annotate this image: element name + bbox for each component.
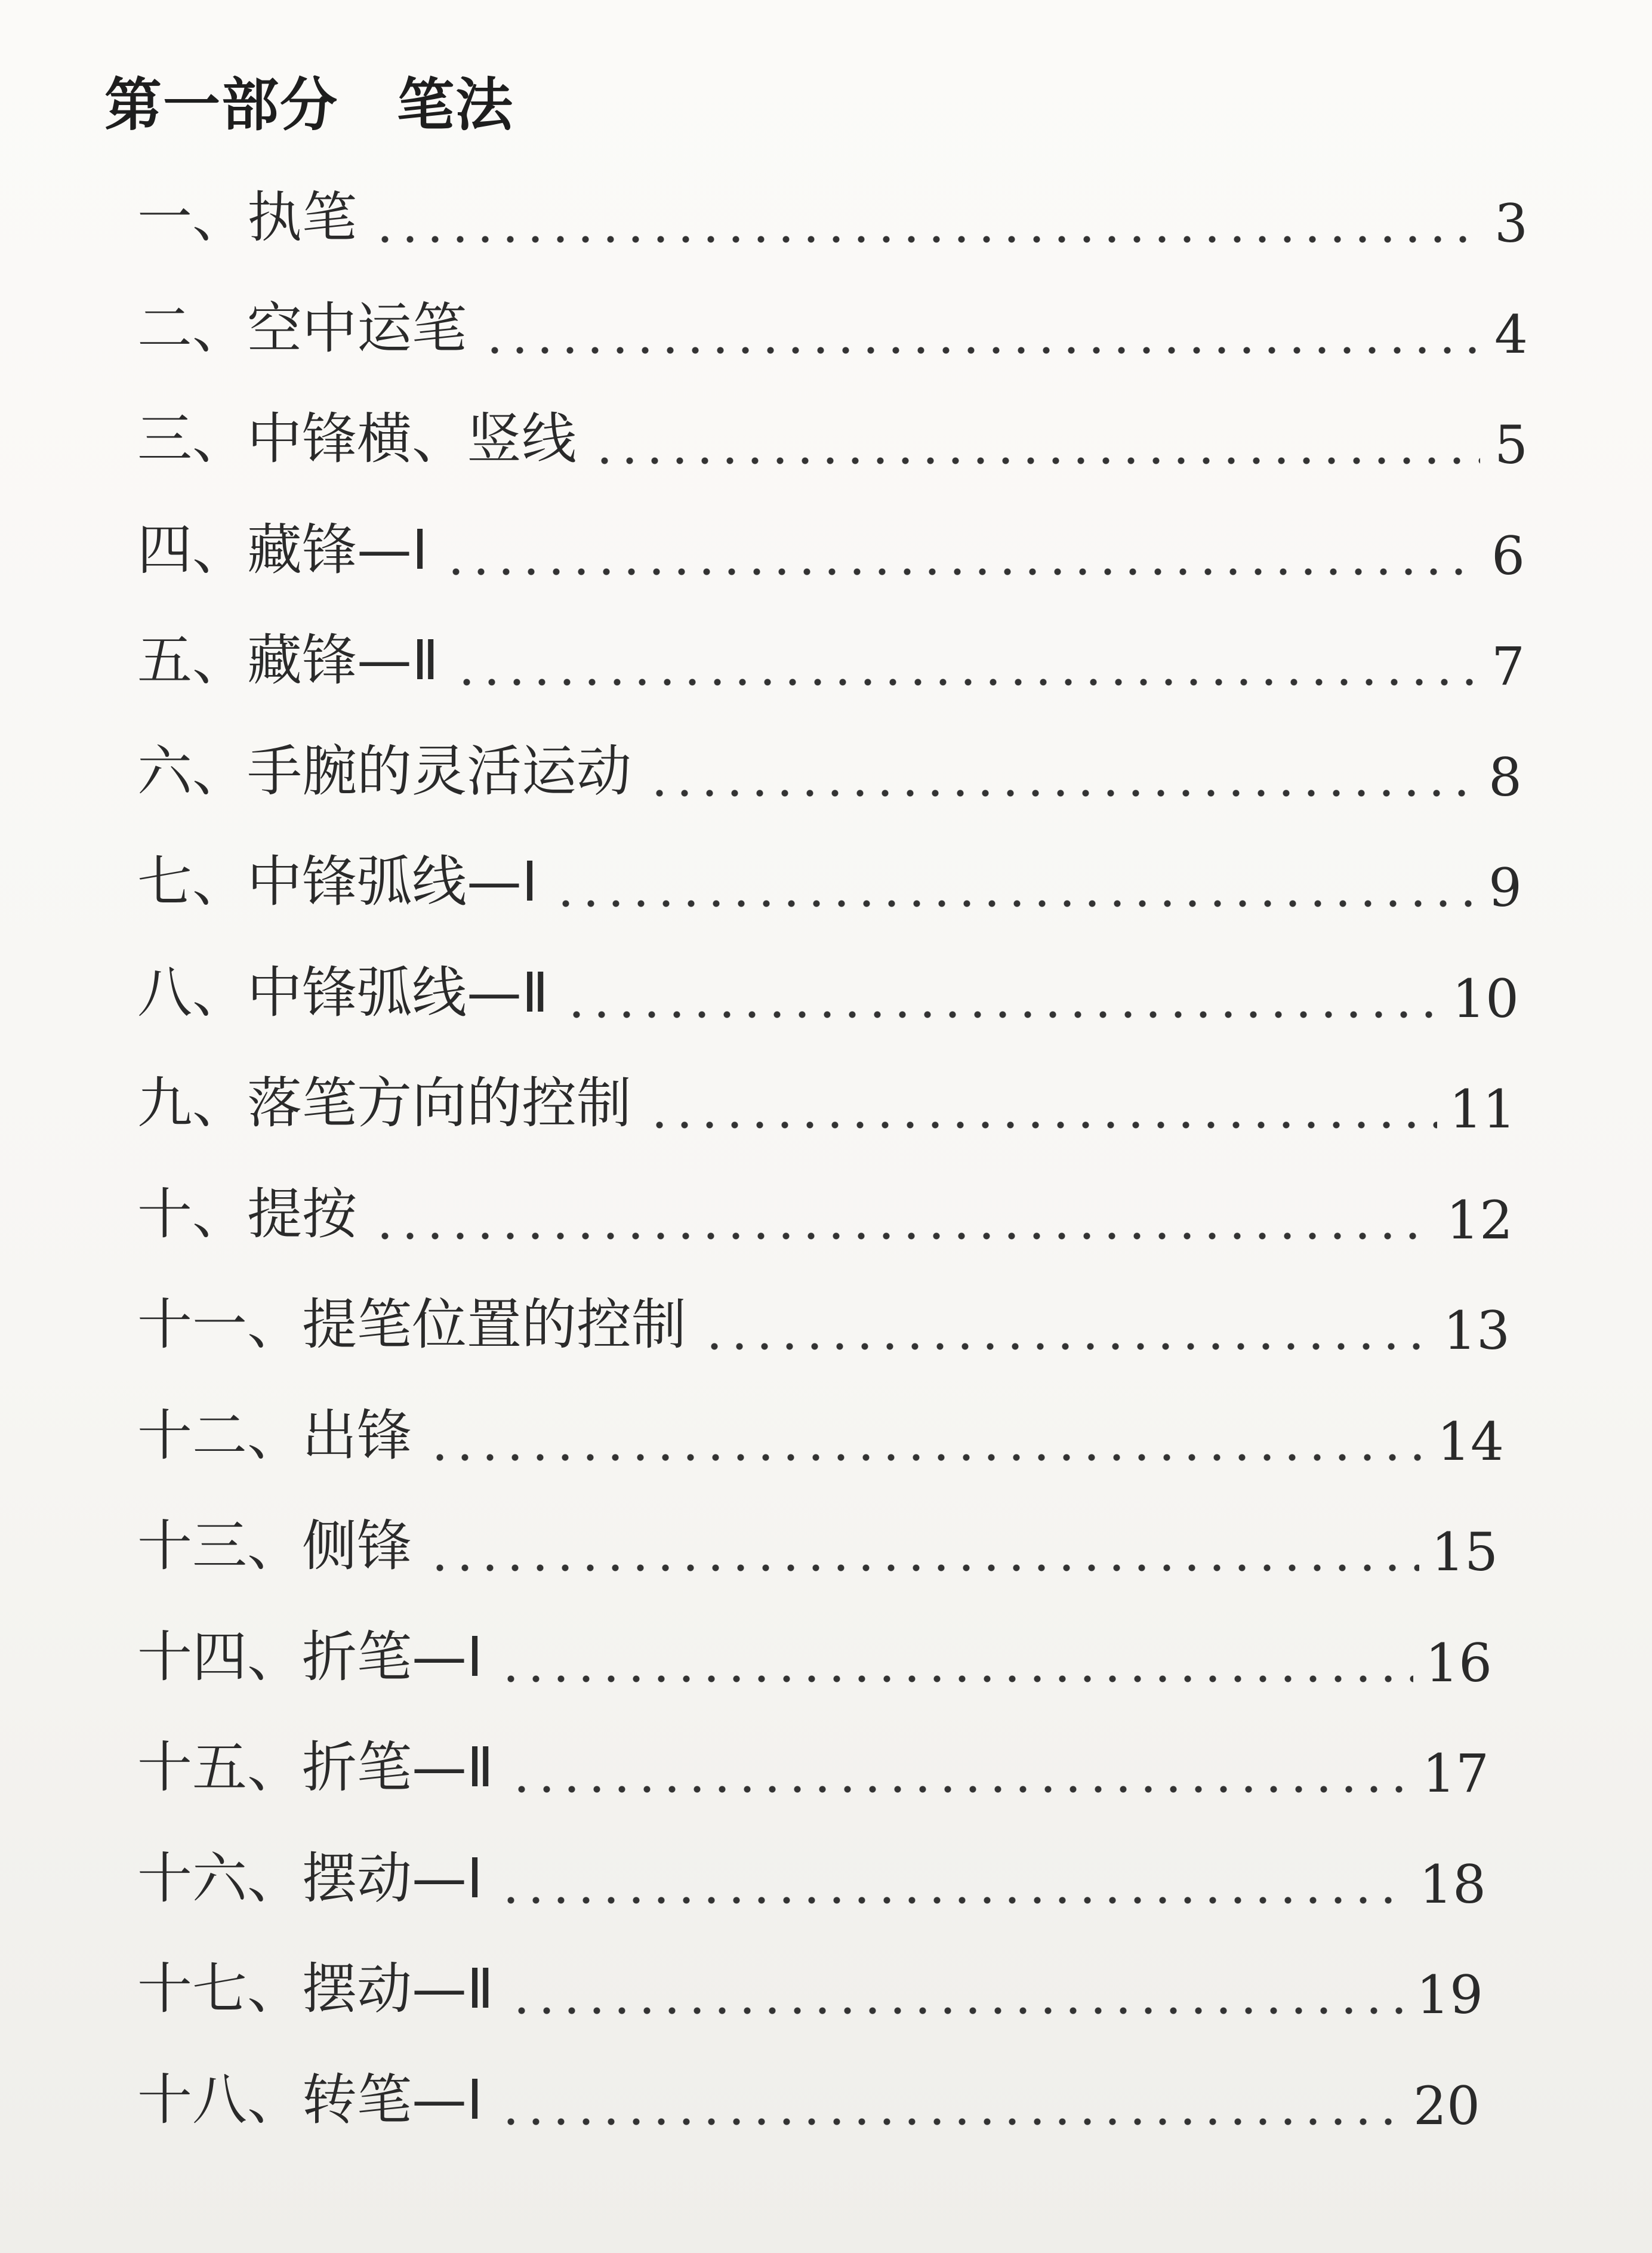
- toc-entry: [137, 1947, 1483, 2025]
- dot-leader: [443, 567, 1477, 577]
- dot-leader: [427, 1563, 1419, 1573]
- dot-leader: [564, 1010, 1440, 1019]
- toc-entry-page-number: 6: [1491, 525, 1525, 587]
- toc-entry-title: 十四、折笔—Ⅰ: [137, 1625, 483, 1689]
- dot-leader: [427, 1453, 1425, 1462]
- toc-entry: [137, 397, 1528, 475]
- toc-entry-title: 八、中锋弧线—Ⅱ: [137, 960, 549, 1025]
- toc-entry-title: 十五、折笔—Ⅱ: [137, 1736, 494, 1799]
- toc-entry-page-number: 17: [1422, 1743, 1489, 1804]
- dot-leader: [553, 899, 1474, 908]
- toc-entry: [137, 1283, 1510, 1361]
- toc-entry-title: 十二、出锋: [137, 1403, 412, 1468]
- toc-entry-title: 七、中锋弧线—Ⅰ: [137, 850, 538, 914]
- dot-leader: [372, 235, 1480, 244]
- toc-entry-page-number: 10: [1452, 967, 1519, 1030]
- dot-leader: [482, 346, 1480, 355]
- dot-leader: [702, 1342, 1431, 1351]
- toc-entry-title: 十八、转笔—Ⅰ: [137, 2067, 483, 2132]
- toc-entry: [137, 1394, 1504, 1472]
- part-title: 第一部分 笔法: [104, 72, 514, 138]
- toc-entry-page-number: 9: [1488, 857, 1522, 919]
- toc-entry: [137, 508, 1525, 586]
- toc-entry-page-number: 8: [1488, 746, 1522, 808]
- toc-entry: [137, 2058, 1480, 2136]
- toc-entry-title: 四、藏锋—Ⅰ: [137, 517, 429, 582]
- dot-leader: [647, 788, 1474, 798]
- toc-entry-title: 十六、摆动—Ⅰ: [137, 1846, 483, 1910]
- toc-entry: [137, 1616, 1492, 1693]
- toc-entry-title: 十、提按: [137, 1182, 357, 1246]
- toc-entry-page-number: 16: [1425, 1632, 1492, 1694]
- dot-leader: [454, 677, 1477, 687]
- toc-entry-page-number: 15: [1431, 1521, 1498, 1583]
- dot-leader: [498, 2117, 1401, 2126]
- toc-entry: [137, 730, 1522, 807]
- toc-entry-page-number: 7: [1491, 636, 1525, 697]
- dot-leader: [372, 1231, 1434, 1241]
- dot-leader: [592, 456, 1480, 466]
- toc-entry-page-number: 19: [1416, 1964, 1483, 2026]
- toc-entry-title: 十一、提笔位置的控制: [137, 1293, 687, 1357]
- toc-entry: [137, 176, 1528, 254]
- toc-entry: [137, 840, 1522, 918]
- toc-entry-title: 五、藏锋—Ⅱ: [137, 628, 439, 692]
- toc-entry-page-number: 12: [1446, 1189, 1513, 1251]
- toc-entry: [137, 1062, 1516, 1139]
- toc-entry-page-number: 5: [1494, 414, 1528, 476]
- toc-entry: [137, 1726, 1489, 1804]
- toc-entry: [137, 951, 1519, 1029]
- toc-entry-page-number: 20: [1413, 2075, 1480, 2137]
- toc-entry-page-number: 11: [1449, 1078, 1516, 1140]
- toc-entry-title: 一、执笔: [137, 186, 357, 249]
- dot-leader: [509, 2006, 1404, 2015]
- toc-entry: [137, 1173, 1513, 1250]
- dot-leader: [509, 1784, 1410, 1794]
- toc-entry-title: 十七、摆动—Ⅱ: [137, 1957, 494, 2021]
- toc-entry-page-number: 18: [1419, 1853, 1486, 1915]
- toc-entry-page-number: 4: [1494, 303, 1528, 365]
- toc-entry: [137, 1837, 1486, 1915]
- toc-entry-title: 六、手腕的灵活运动: [137, 739, 632, 803]
- toc-entry: [137, 1505, 1498, 1582]
- toc-entry-page-number: 13: [1443, 1300, 1510, 1361]
- toc-entry-title: 三、中锋横、竖线: [137, 407, 577, 471]
- toc-entry-page-number: 3: [1494, 193, 1528, 254]
- toc-entry-title: 九、落笔方向的控制: [137, 1071, 632, 1135]
- dot-leader: [647, 1120, 1437, 1130]
- toc-entry: [137, 619, 1525, 696]
- dot-leader: [498, 1896, 1407, 1905]
- toc-entry: [137, 287, 1528, 365]
- toc-entry-page-number: 14: [1437, 1410, 1504, 1472]
- toc-entry-title: 二、空中运笔: [137, 296, 467, 360]
- dot-leader: [498, 1674, 1413, 1684]
- toc-entry-title: 十三、侧锋: [137, 1514, 412, 1578]
